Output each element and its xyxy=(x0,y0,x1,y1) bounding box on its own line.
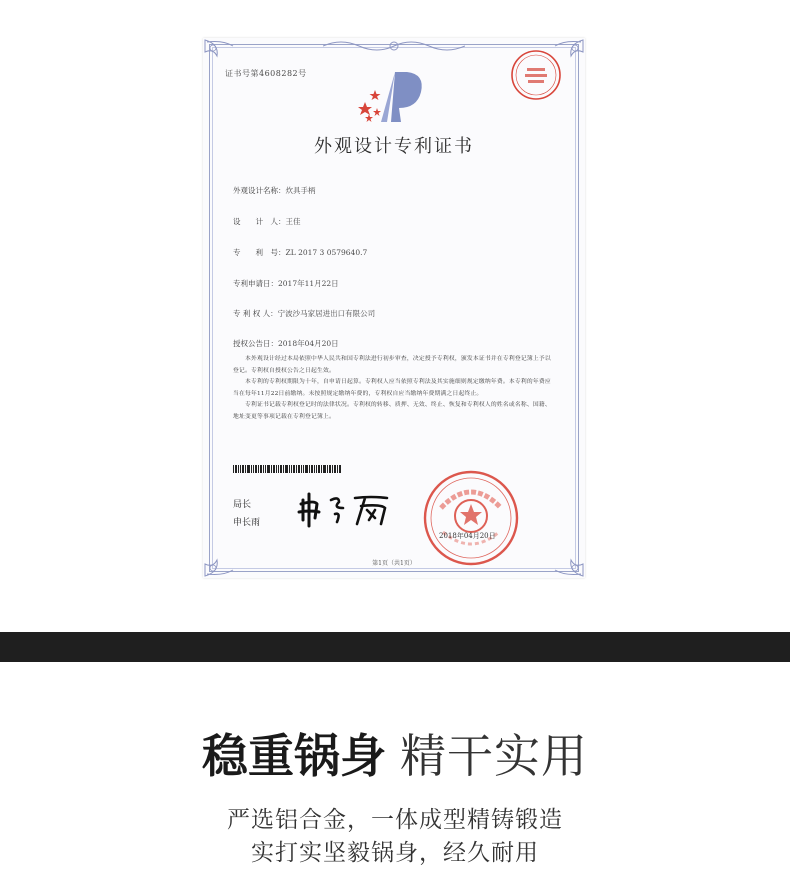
patent-office-logo-icon xyxy=(355,68,431,124)
small-seal-icon xyxy=(509,48,563,102)
field-application-date xyxy=(233,278,339,289)
body-paragraph: 本外观设计经过本局依照中华人民共和国专利法进行初步审查，决定授予专利权，颁发本证书并在专利登记簿上予以登记。专利权自授权公告之日起生效。 xyxy=(233,356,551,374)
field-design-name xyxy=(233,185,316,196)
field-label: 专 利 号： xyxy=(233,248,286,257)
body-paragraph: 专利证书记载专利权登记时的法律状况。专利权的转移、质押、无效、终止、恢复和专利权人的姓名或名称、国籍、地址变更等事项记载在专利登记簿上。 xyxy=(233,402,551,420)
field-patentee xyxy=(233,308,375,319)
body-paragraph: 本专利的专利权期限为十年，自申请日起算。专利权人应当依照专利法及其实施细则规定缴纳年费。本专利的年费应当在每年11月22日前缴纳。未按照规定缴纳年费的，专利权自应当缴纳年费期满之日起终止。 xyxy=(233,379,551,397)
field-label: 专 利 权 人： xyxy=(233,309,278,318)
director-name: 申长雨 xyxy=(233,518,261,528)
field-grant-date xyxy=(233,338,339,349)
barcode-icon xyxy=(233,465,341,473)
field-patent-number xyxy=(233,247,367,258)
certificate-number: 证书号第4608282号 xyxy=(225,69,307,78)
section-divider xyxy=(0,632,790,662)
field-value: 王佳 xyxy=(285,217,301,226)
field-value: 2018年04月20日 xyxy=(278,339,339,348)
field-value: 炊具手柄 xyxy=(285,186,316,195)
patent-certificate xyxy=(203,38,585,578)
seal-date: 2018年04月20日 xyxy=(439,532,496,540)
headline xyxy=(0,728,790,784)
field-label: 设 计 人： xyxy=(233,217,286,226)
page-number: 第1页（共1页） xyxy=(372,560,416,567)
director-title: 局长 xyxy=(233,500,252,510)
certificate-body xyxy=(233,354,551,424)
field-value: ZL 2017 3 0579640.7 xyxy=(285,248,368,257)
subtitle-line-2: 实打实坚毅锅身，经久耐用 xyxy=(251,840,539,866)
corner-ornament-icon xyxy=(203,38,237,72)
headline-bold: 稳重锅身 xyxy=(202,729,386,783)
field-label: 外观设计名称： xyxy=(233,186,286,195)
field-label: 专利申请日： xyxy=(233,279,278,288)
signature-icon xyxy=(295,486,395,528)
top-ornament-icon xyxy=(323,38,465,54)
subtitle-line-1: 严选铝合金，一体成型精铸锻造 xyxy=(227,807,563,833)
field-value: 宁波沙马家居进出口有限公司 xyxy=(277,309,376,318)
field-designer xyxy=(233,216,301,227)
headline-light: 精干实用 xyxy=(400,729,588,783)
official-seal-icon xyxy=(421,468,521,568)
field-value: 2017年11月22日 xyxy=(278,279,339,288)
field-label: 授权公告日： xyxy=(233,339,278,348)
certificate-title: 外观设计专利证书 xyxy=(314,136,474,157)
